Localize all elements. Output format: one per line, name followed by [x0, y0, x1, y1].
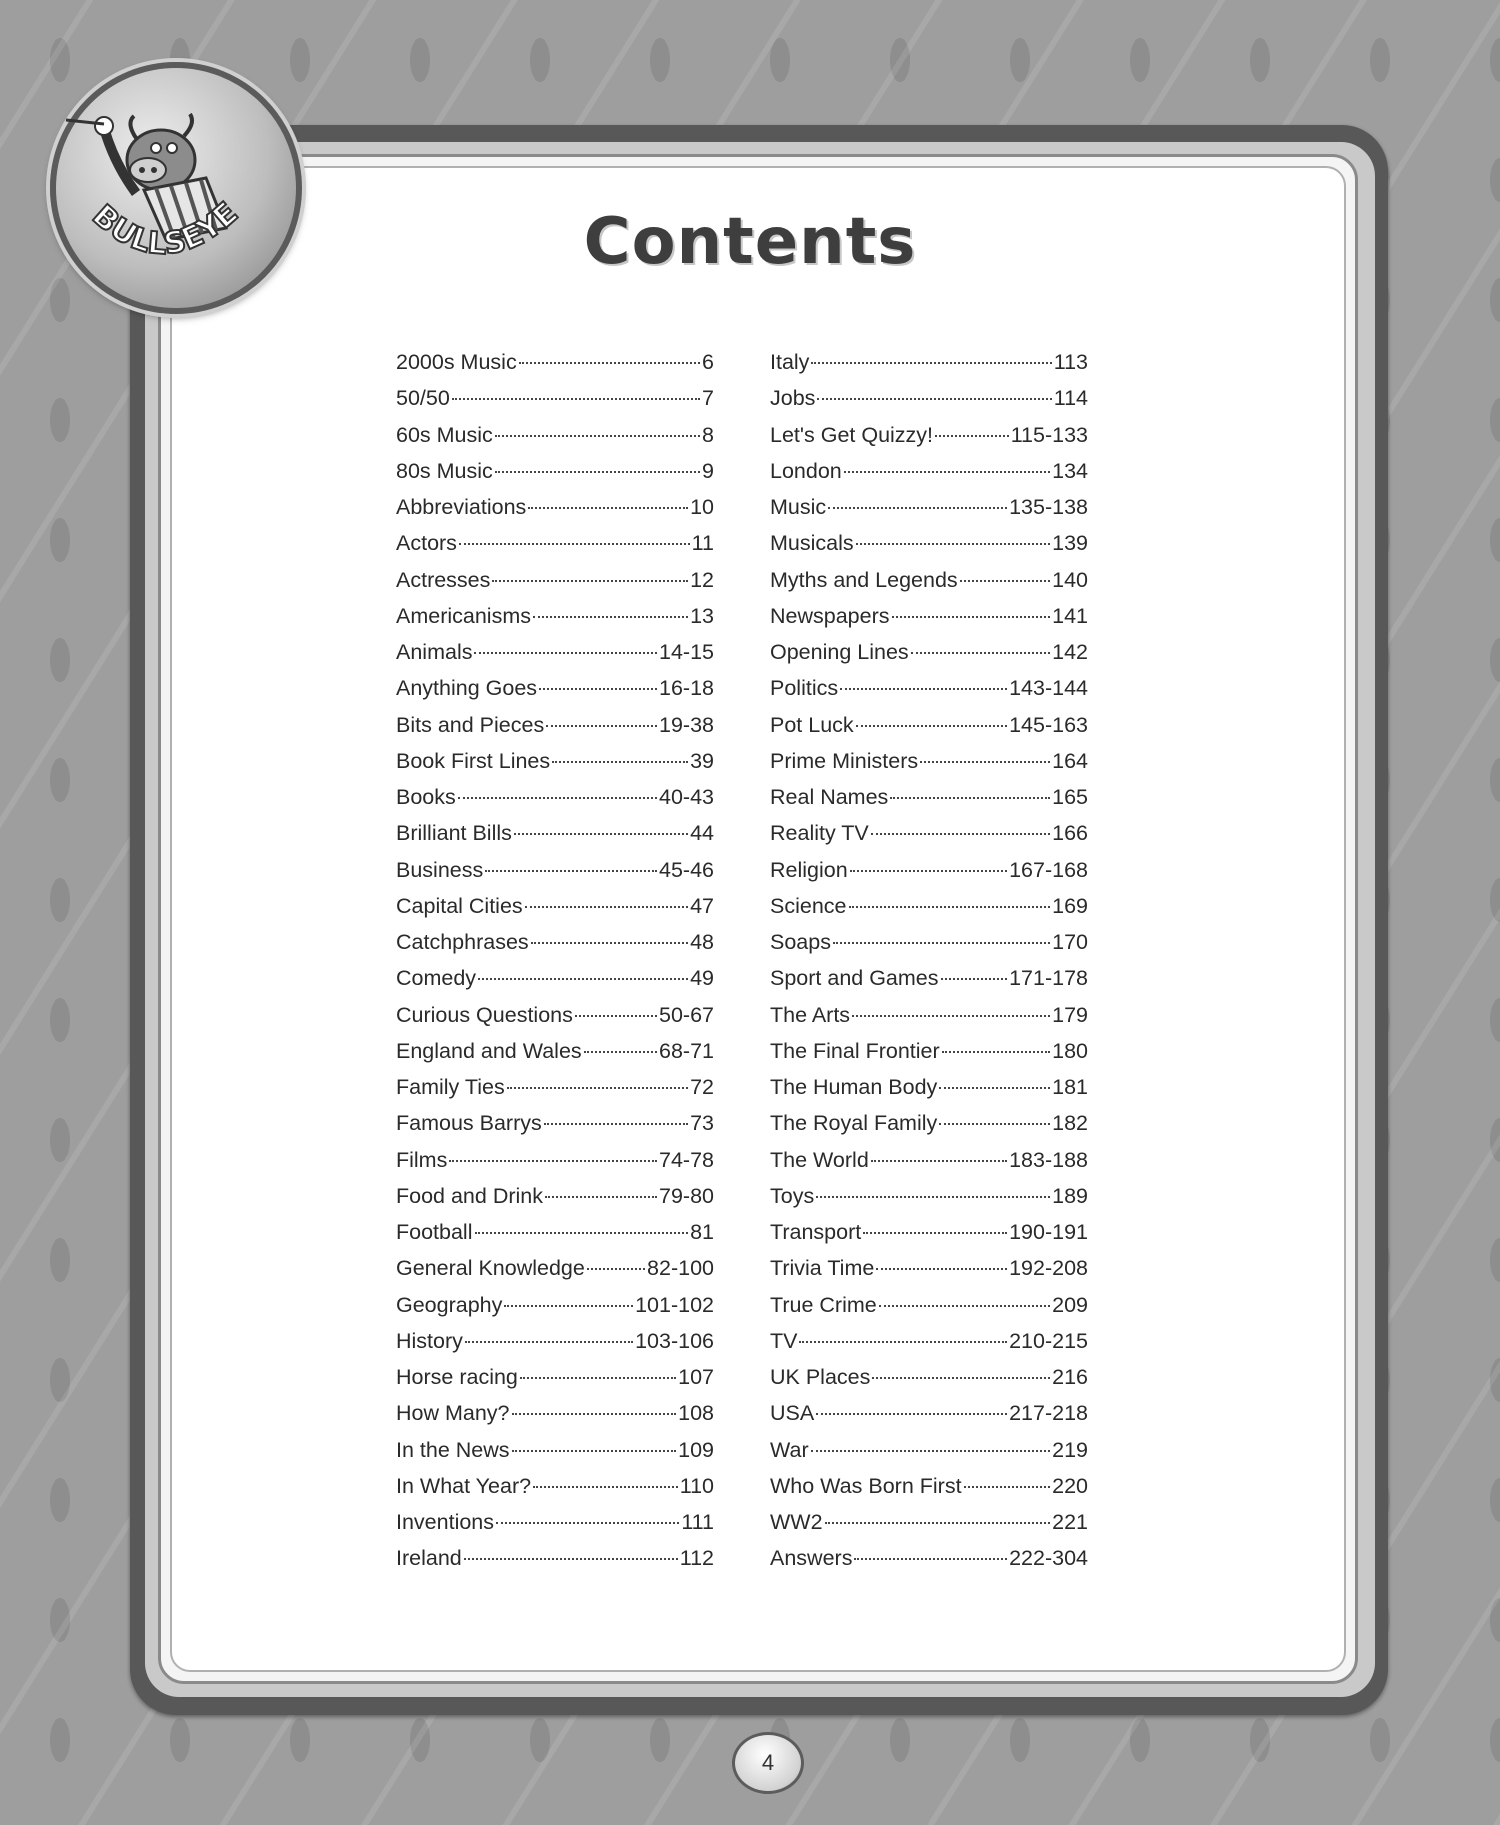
- toc-entry-label: Answers: [770, 1546, 853, 1571]
- toc-leader-dots: [964, 1485, 1051, 1488]
- toc-entry-label: Actresses: [396, 567, 491, 592]
- toc-entry-label: The Human Body: [770, 1075, 938, 1099]
- toc-entry-label: Inventions: [396, 1510, 495, 1534]
- toc-leader-dots: [533, 615, 688, 618]
- toc-entry-page: 108: [678, 1401, 714, 1426]
- toc-entry-page: 134: [1052, 458, 1088, 483]
- toc-left-column: [396, 344, 714, 1577]
- toc-leader-dots: [833, 941, 1050, 944]
- toc-entry: [770, 1142, 1088, 1178]
- toc-leader-dots: [863, 1231, 1007, 1234]
- toc-entry: [770, 815, 1088, 851]
- toc-entry: [396, 417, 714, 453]
- toc-entry: [396, 1323, 714, 1359]
- toc-entry-page: 165: [1052, 785, 1088, 809]
- toc-entry: [396, 779, 714, 815]
- toc-entry: [396, 960, 714, 996]
- toc-entry-label: USA: [770, 1401, 815, 1426]
- toc-entry-label: Geography: [396, 1292, 503, 1317]
- toc-entry-page: 219: [1052, 1437, 1088, 1462]
- toc-entry-label: Animals: [396, 640, 473, 664]
- toc-entry-page: 82-100: [647, 1256, 714, 1281]
- toc-leader-dots: [852, 1014, 1050, 1017]
- toc-entry-page: 209: [1052, 1292, 1088, 1317]
- toc-leader-dots: [856, 542, 1050, 545]
- toc-entry: [770, 707, 1088, 743]
- toc-entry: [396, 380, 714, 416]
- toc-entry: [396, 562, 714, 598]
- toc-entry-page: 143-144: [1009, 676, 1088, 701]
- toc-entry-label: The Arts: [770, 1002, 851, 1027]
- toc-entry: [770, 1395, 1088, 1431]
- toc-leader-dots: [879, 1304, 1050, 1307]
- toc-leader-dots: [464, 1557, 678, 1560]
- toc-leader-dots: [890, 796, 1050, 799]
- toc-entry: [396, 997, 714, 1033]
- toc-entry-page: 139: [1052, 531, 1088, 556]
- toc-entry-label: 2000s Music: [396, 350, 517, 374]
- toc-entry: [396, 1359, 714, 1395]
- toc-entry: [396, 852, 714, 888]
- toc-entry-page: 45-46: [659, 857, 714, 882]
- toc-entry: [770, 1033, 1088, 1069]
- toc-leader-dots: [840, 687, 1007, 690]
- toc-entry-page: 8: [702, 422, 714, 447]
- toc-right-column: [770, 344, 1088, 1577]
- toc-leader-dots: [449, 1159, 657, 1162]
- toc-entry: [396, 634, 714, 670]
- toc-leader-dots: [817, 397, 1051, 400]
- toc-leader-dots: [816, 1412, 1007, 1415]
- toc-entry-label: Book First Lines: [396, 748, 551, 773]
- toc-entry-page: 192-208: [1009, 1256, 1088, 1281]
- toc-leader-dots: [507, 1086, 688, 1089]
- toc-entry: [770, 1250, 1088, 1286]
- toc-entry-label: Toys: [770, 1183, 815, 1208]
- toc-entry-page: 12: [690, 567, 714, 592]
- toc-entry-page: 101-102: [635, 1292, 714, 1317]
- toc-entry-label: Bits and Pieces: [396, 712, 545, 737]
- toc-entry-label: Who Was Born First: [770, 1473, 962, 1498]
- toc-entry-label: Music: [770, 495, 827, 519]
- toc-entry-page: 10: [690, 495, 714, 519]
- toc-entry-page: 14-15: [659, 640, 714, 664]
- toc-entry-label: The Final Frontier: [770, 1038, 940, 1063]
- toc-leader-dots: [531, 941, 688, 944]
- toc-entry: [396, 1287, 714, 1323]
- toc-entry-label: London: [770, 458, 842, 483]
- toc-entry-page: 183-188: [1009, 1147, 1088, 1172]
- toc-entry: [770, 1540, 1088, 1576]
- toc-entry-label: Opening Lines: [770, 640, 909, 664]
- toc-leader-dots: [504, 1304, 633, 1307]
- toc-entry-label: Jobs: [770, 386, 816, 411]
- toc-entry: [770, 1214, 1088, 1250]
- toc-entry: [396, 815, 714, 851]
- toc-entry-page: 113: [1053, 350, 1088, 374]
- toc-leader-dots: [514, 832, 688, 835]
- toc-entry: [396, 1105, 714, 1141]
- toc-entry-label: In the News: [396, 1437, 510, 1462]
- toc-entry: [396, 924, 714, 960]
- toc-entry-label: Comedy: [396, 966, 477, 991]
- toc-entry: [396, 489, 714, 525]
- toc-leader-dots: [920, 760, 1050, 763]
- toc-entry-page: 110: [679, 1473, 714, 1498]
- toc-entry-label: In What Year?: [396, 1473, 532, 1498]
- toc-leader-dots: [584, 1050, 657, 1053]
- toc-entry: [770, 888, 1088, 924]
- toc-entry-label: Films: [396, 1147, 448, 1172]
- toc-entry-page: 49: [690, 966, 714, 991]
- toc-entry-page: 170: [1052, 930, 1088, 954]
- toc-entry-label: Newspapers: [770, 603, 890, 628]
- toc-leader-dots: [911, 651, 1050, 654]
- toc-entry: [770, 489, 1088, 525]
- toc-entry-page: 180: [1052, 1038, 1088, 1063]
- toc-entry: [396, 1142, 714, 1178]
- toc-leader-dots: [825, 1521, 1051, 1524]
- toc-leader-dots: [844, 470, 1050, 473]
- toc-leader-dots: [856, 724, 1007, 727]
- toc-entry-label: Real Names: [770, 785, 889, 809]
- toc-entry: [396, 1540, 714, 1576]
- toc-entry-page: 74-78: [659, 1147, 714, 1172]
- toc-entry-label: Abbreviations: [396, 495, 527, 519]
- toc-entry: [396, 1432, 714, 1468]
- toc-leader-dots: [485, 869, 657, 872]
- toc-entry-page: 40-43: [659, 785, 714, 809]
- toc-leader-dots: [960, 579, 1050, 582]
- toc-entry-label: True Crime: [770, 1292, 877, 1317]
- toc-entry-page: 16-18: [659, 676, 714, 701]
- page-title: Contents: [583, 205, 917, 279]
- toc-entry-page: 140: [1052, 567, 1088, 592]
- toc-entry-label: The World: [770, 1147, 869, 1172]
- toc-entry-page: 11: [691, 531, 714, 556]
- toc-leader-dots: [935, 434, 1009, 437]
- toc-entry: [770, 598, 1088, 634]
- toc-entry-label: Actors: [396, 531, 457, 556]
- toc-entry-page: 182: [1052, 1111, 1088, 1136]
- toc-entry-label: Myths and Legends: [770, 567, 958, 592]
- toc-entry-label: UK Places: [770, 1365, 871, 1389]
- toc-entry-page: 141: [1052, 603, 1088, 628]
- toc-entry: [770, 1432, 1088, 1468]
- toc-entry: [396, 1069, 714, 1105]
- toc-entry-page: 73: [690, 1111, 714, 1136]
- toc-entry: [396, 1504, 714, 1540]
- toc-leader-dots: [495, 434, 700, 437]
- toc-entry: [770, 380, 1088, 416]
- toc-entry: [770, 1069, 1088, 1105]
- toc-entry: [770, 1287, 1088, 1323]
- toc-leader-dots: [519, 361, 700, 364]
- logo-text: BULLSEYE: [85, 195, 245, 263]
- toc-entry-label: Football: [396, 1220, 473, 1244]
- toc-entry: [396, 707, 714, 743]
- toc-leader-dots: [871, 832, 1050, 835]
- toc-leader-dots: [552, 760, 688, 763]
- toc-entry-page: 115-133: [1010, 422, 1088, 447]
- toc-entry-label: Religion: [770, 857, 848, 882]
- toc-entry-label: Books: [396, 785, 456, 809]
- toc-entry-page: 19-38: [659, 712, 714, 737]
- toc-entry-page: 112: [679, 1546, 714, 1571]
- toc-entry-page: 111: [681, 1510, 714, 1534]
- toc-entry-page: 169: [1052, 893, 1088, 918]
- toc-entry: [396, 888, 714, 924]
- toc-entry: [770, 670, 1088, 706]
- toc-leader-dots: [587, 1267, 645, 1270]
- toc-entry-label: Politics: [770, 676, 839, 701]
- toc-entry: [770, 1504, 1088, 1540]
- toc-leader-dots: [816, 1195, 1050, 1198]
- toc-entry-page: 47: [690, 893, 714, 918]
- toc-entry-label: 80s Music: [396, 458, 493, 483]
- toc-entry-page: 6: [702, 350, 714, 374]
- toc-leader-dots: [811, 361, 1051, 364]
- toc-entry-label: Trivia Time: [770, 1256, 875, 1281]
- toc-entry: [396, 598, 714, 634]
- toc-entry-page: 72: [690, 1075, 714, 1099]
- toc-entry-page: 109: [678, 1437, 714, 1462]
- toc-entry-page: 114: [1053, 386, 1088, 411]
- toc-leader-dots: [496, 1521, 679, 1524]
- toc-entry-label: How Many?: [396, 1401, 510, 1426]
- toc-entry-label: Business: [396, 857, 484, 882]
- toc-entry: [770, 525, 1088, 561]
- toc-entry-page: 190-191: [1009, 1220, 1088, 1244]
- toc-entry-label: Horse racing: [396, 1365, 518, 1389]
- toc-leader-dots: [474, 651, 657, 654]
- toc-leader-dots: [478, 977, 688, 980]
- toc-leader-dots: [575, 1014, 657, 1017]
- toc-entry-page: 68-71: [659, 1038, 714, 1063]
- toc-leader-dots: [544, 1122, 688, 1125]
- toc-leader-dots: [539, 687, 657, 690]
- toc-entry: [396, 1395, 714, 1431]
- toc-entry-page: 220: [1052, 1473, 1088, 1498]
- toc-leader-dots: [465, 1340, 633, 1343]
- toc-leader-dots: [512, 1449, 677, 1452]
- toc-entry: [396, 344, 714, 380]
- toc-leader-dots: [939, 1122, 1050, 1125]
- toc-entry-page: 189: [1052, 1183, 1088, 1208]
- toc-entry-label: Catchphrases: [396, 930, 529, 954]
- toc-entry-page: 7: [702, 386, 714, 411]
- toc-entry-label: Prime Ministers: [770, 748, 919, 773]
- toc-entry-label: TV: [770, 1328, 798, 1353]
- toc-leader-dots: [849, 905, 1051, 908]
- toc-entry-page: 81: [690, 1220, 714, 1244]
- toc-entry-label: Transport: [770, 1220, 862, 1244]
- toc-entry-label: Famous Barrys: [396, 1111, 542, 1136]
- toc-entry: [770, 1359, 1088, 1395]
- toc-leader-dots: [459, 542, 690, 545]
- toc-entry-page: 79-80: [659, 1183, 714, 1208]
- toc-leader-dots: [876, 1267, 1007, 1270]
- toc-entry: [770, 453, 1088, 489]
- toc-entry-page: 48: [690, 930, 714, 954]
- toc-leader-dots: [892, 615, 1051, 618]
- toc-entry: [770, 997, 1088, 1033]
- toc-entry: [770, 1323, 1088, 1359]
- toc-entry-label: Anything Goes: [396, 676, 538, 701]
- toc-entry: [396, 1178, 714, 1214]
- toc-entry-page: 179: [1052, 1002, 1088, 1027]
- toc-entry-page: 44: [690, 821, 714, 846]
- toc-entry-label: England and Wales: [396, 1038, 582, 1063]
- toc-entry-label: Food and Drink: [396, 1183, 543, 1208]
- toc-entry-label: Science: [770, 893, 847, 918]
- toc-entry-page: 145-163: [1009, 712, 1088, 737]
- toc-entry-page: 210-215: [1009, 1328, 1088, 1353]
- toc-entry-page: 50-67: [659, 1002, 714, 1027]
- toc-entry-page: 164: [1052, 748, 1088, 773]
- toc-leader-dots: [871, 1159, 1007, 1162]
- toc-leader-dots: [458, 796, 657, 799]
- toc-leader-dots: [941, 977, 1008, 980]
- toc-leader-dots: [520, 1376, 676, 1379]
- toc-entry-page: 222-304: [1009, 1546, 1088, 1571]
- toc-entry: [770, 417, 1088, 453]
- toc-entry-label: General Knowledge: [396, 1256, 585, 1281]
- toc-entry-label: 60s Music: [396, 422, 493, 447]
- toc-entry: [770, 634, 1088, 670]
- toc-entry: [396, 525, 714, 561]
- toc-entry: [396, 453, 714, 489]
- toc-entry-label: War: [770, 1437, 809, 1462]
- toc-entry-label: Let's Get Quizzy!: [770, 422, 934, 447]
- toc-entry-label: Capital Cities: [396, 893, 523, 918]
- toc-entry-page: 171-178: [1009, 966, 1088, 991]
- toc-entry-page: 13: [690, 603, 714, 628]
- toc-entry-label: Ireland: [396, 1546, 462, 1571]
- toc-entry: [396, 1250, 714, 1286]
- toc-leader-dots: [512, 1412, 677, 1415]
- toc-entry-page: 167-168: [1009, 857, 1088, 882]
- toc-entry-page: 166: [1052, 821, 1088, 846]
- toc-entry: [770, 344, 1088, 380]
- toc-leader-dots: [495, 470, 700, 473]
- toc-entry-label: Soaps: [770, 930, 831, 954]
- toc-leader-dots: [545, 1195, 657, 1198]
- toc-entry-label: Musicals: [770, 531, 854, 556]
- toc-entry-page: 221: [1052, 1510, 1088, 1534]
- toc-leader-dots: [475, 1231, 689, 1234]
- toc-entry-page: 135-138: [1009, 495, 1088, 519]
- toc-entry-page: 107: [678, 1365, 714, 1389]
- toc-entry-page: 216: [1052, 1365, 1088, 1389]
- toc-leader-dots: [528, 506, 688, 509]
- toc-leader-dots: [452, 397, 700, 400]
- toc-leader-dots: [939, 1086, 1050, 1089]
- toc-entry-label: Pot Luck: [770, 712, 854, 737]
- toc-entry-page: 217-218: [1009, 1401, 1088, 1426]
- toc-entry-label: Brilliant Bills: [396, 821, 512, 846]
- toc-leader-dots: [872, 1376, 1050, 1379]
- toc-entry: [770, 1468, 1088, 1504]
- toc-entry: [770, 1178, 1088, 1214]
- toc-leader-dots: [525, 905, 688, 908]
- toc-entry: [396, 670, 714, 706]
- toc-entry-page: 9: [702, 458, 714, 483]
- toc-leader-dots: [942, 1050, 1050, 1053]
- toc-leader-dots: [546, 724, 657, 727]
- toc-entry-label: 50/50: [396, 386, 450, 411]
- toc-entry: [770, 779, 1088, 815]
- toc-entry: [770, 924, 1088, 960]
- toc-leader-dots: [492, 579, 688, 582]
- toc-entry: [770, 852, 1088, 888]
- toc-entry-label: WW2: [770, 1510, 823, 1534]
- toc-entry-page: 181: [1052, 1075, 1088, 1099]
- toc-leader-dots: [533, 1485, 678, 1488]
- toc-entry-label: Family Ties: [396, 1075, 505, 1099]
- toc-entry-label: Italy: [770, 350, 810, 374]
- toc-entry: [770, 743, 1088, 779]
- toc-entry: [770, 1105, 1088, 1141]
- toc-leader-dots: [854, 1557, 1007, 1560]
- toc-entry-label: The Royal Family: [770, 1111, 938, 1136]
- toc-entry-label: Curious Questions: [396, 1002, 573, 1027]
- toc-leader-dots: [850, 869, 1007, 872]
- toc-leader-dots: [799, 1340, 1007, 1343]
- toc-entry: [770, 960, 1088, 996]
- toc-entry-page: 39: [690, 748, 714, 773]
- toc-leader-dots: [811, 1449, 1051, 1452]
- toc-entry: [396, 1033, 714, 1069]
- toc-entry: [396, 743, 714, 779]
- contents-paper: [170, 166, 1346, 1672]
- toc-entry-label: Sport and Games: [770, 966, 939, 991]
- toc-entry-label: Reality TV: [770, 821, 869, 846]
- toc-entry-page: 103-106: [635, 1328, 714, 1353]
- toc-entry-page: 142: [1052, 640, 1088, 664]
- toc-leader-dots: [828, 506, 1007, 509]
- page-number-badge: 4: [732, 1732, 804, 1794]
- toc-entry: [770, 562, 1088, 598]
- toc-entry: [396, 1214, 714, 1250]
- toc-entry-label: Americanisms: [396, 603, 531, 628]
- toc-entry: [396, 1468, 714, 1504]
- toc-entry-label: History: [396, 1328, 463, 1353]
